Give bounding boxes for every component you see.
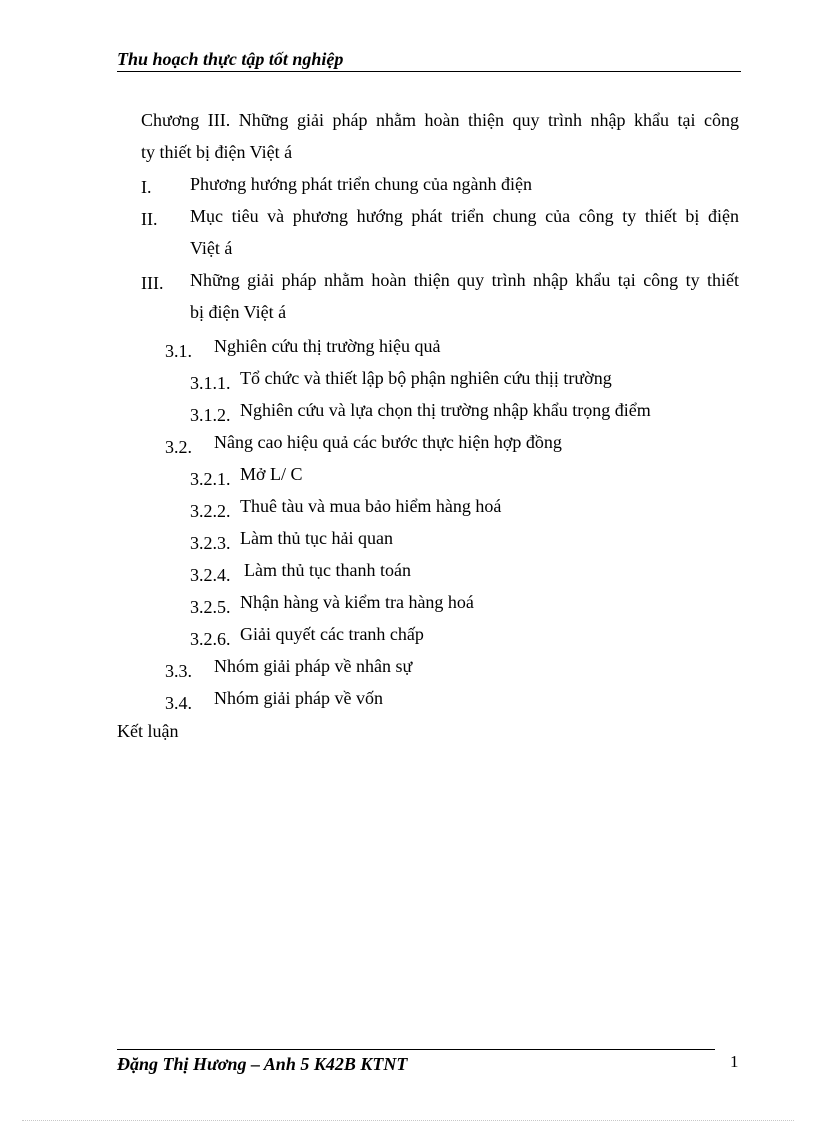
subsection-number: 3.2.3.: [190, 533, 231, 553]
section-title-iii-line-1: Những giải pháp nhằm hoàn thiện quy trình nhập khẩu tại công ty thiết: [190, 270, 739, 290]
header-rule: [117, 71, 741, 72]
subsection-title: Mở L/ C: [240, 464, 303, 484]
subsection-title: Tổ chức và thiết lập bộ phận nghiên cứu thịị trường: [240, 368, 612, 388]
subsection-number: 3.2.4.: [190, 565, 231, 585]
subsection-number: 3.2.6.: [190, 629, 231, 649]
section-title-i: Phương hướng phát triển chung của ngành điện: [190, 174, 532, 194]
section-number-ii: II.: [141, 209, 158, 229]
subsection-number: 3.1.2.: [190, 405, 231, 425]
subsection-title: Nghiên cứu thị trường hiệu quả: [214, 336, 441, 356]
subsection-number: 3.1.: [165, 341, 192, 361]
footer-author: Đặng Thị Hương – Anh 5 K42B KTNT: [117, 1054, 408, 1074]
section-title-ii-line-1: Mục tiêu và phương hướng phát triển chung của công ty thiết bị điện: [190, 206, 739, 226]
section-number-iii: III.: [141, 273, 164, 293]
section-number-i: I.: [141, 177, 152, 197]
subsection-number: 3.4.: [165, 693, 192, 713]
subsection-title: Làm thủ tục thanh toán: [244, 560, 411, 580]
section-title-ii-line-2: Việt á: [190, 238, 233, 258]
conclusion-heading: Kết luận: [117, 721, 179, 741]
subsection-number: 3.2.: [165, 437, 192, 457]
running-header: Thu hoạch thực tập tốt nghiệp: [117, 49, 344, 69]
subsection-title: Nhóm giải pháp về nhân sự: [214, 656, 413, 676]
subsection-number: 3.2.5.: [190, 597, 231, 617]
page-edge-dotted-line: [22, 1120, 794, 1121]
subsection-title: Thuê tàu và mua bảo hiểm hàng hoá: [240, 496, 502, 516]
subsection-number: 3.1.1.: [190, 373, 231, 393]
subsection-number: 3.3.: [165, 661, 192, 681]
subsection-number: 3.2.1.: [190, 469, 231, 489]
chapter-title-line-1: Chương III. Những giải pháp nhằm hoàn thiện quy trình nhập khẩu tại công: [141, 110, 739, 130]
page-number: 1: [730, 1052, 739, 1071]
chapter-title-line-2: ty thiết bị điện Việt á: [141, 142, 293, 162]
subsection-title: Nhận hàng và kiểm tra hàng hoá: [240, 592, 474, 612]
subsection-title: Nhóm giải pháp về vốn: [214, 688, 383, 708]
subsection-title: Giải quyết các tranh chấp: [240, 624, 424, 644]
footer-rule: [117, 1049, 715, 1050]
subsection-title: Làm thủ tục hải quan: [240, 528, 393, 548]
subsection-title: Nghiên cứu và lựa chọn thị trường nhập khẩu trọng điểm: [240, 400, 651, 420]
section-title-iii-line-2: bị điện Việt á: [190, 302, 287, 322]
subsection-title: Nâng cao hiệu quả các bước thực hiện hợp đồng: [214, 432, 562, 452]
subsection-number: 3.2.2.: [190, 501, 231, 521]
